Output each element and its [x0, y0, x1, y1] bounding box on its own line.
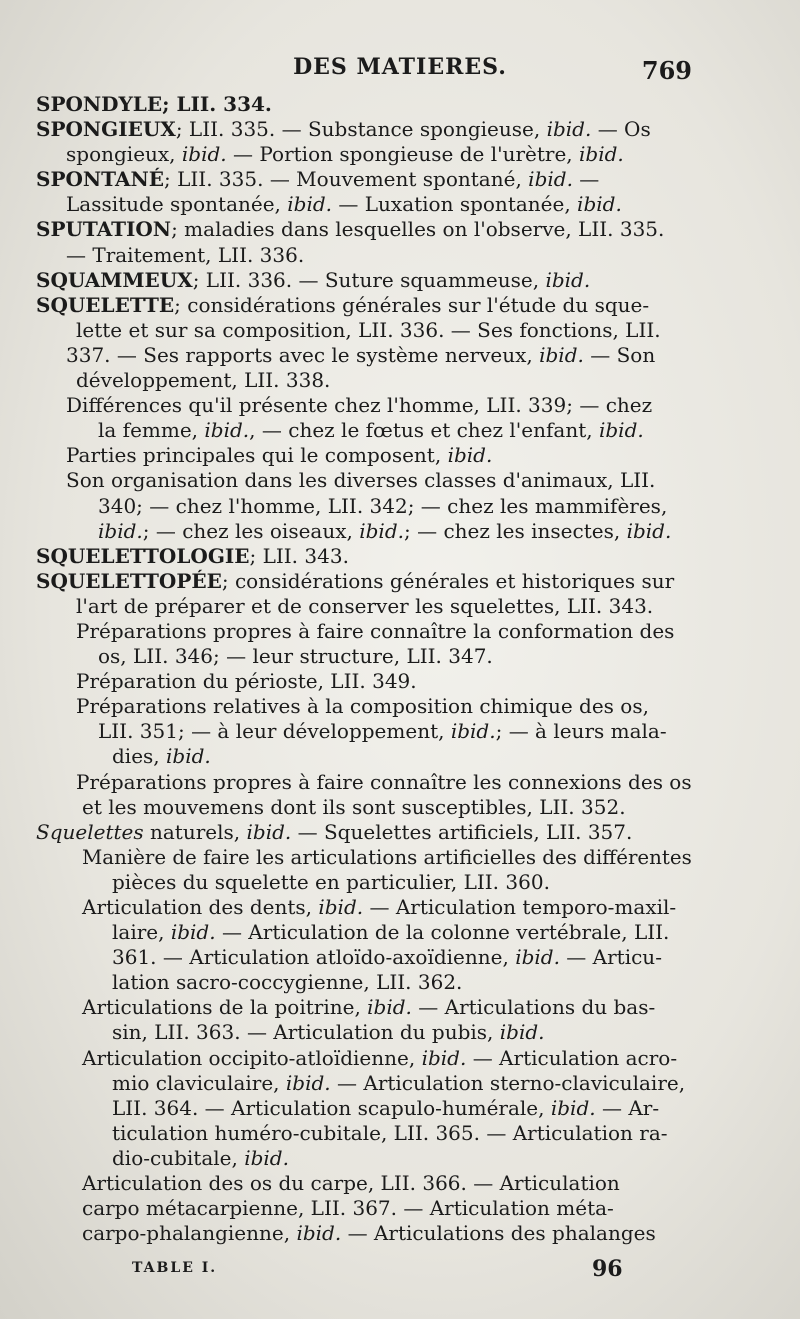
entry-text: ; LII. 336. — Suture squammeuse,	[192, 267, 546, 292]
italic-text: ibid.	[244, 1145, 289, 1170]
entry-text: Préparations relatives à la composition chimique des os,	[76, 694, 649, 719]
index-line	[66, 343, 692, 368]
index-line	[112, 1071, 692, 1096]
index-line	[76, 318, 692, 343]
index-line	[66, 142, 692, 167]
index-line	[112, 970, 692, 995]
entry-text: dio-cubitale,	[112, 1145, 245, 1170]
entry-text: ; considérations générales sur l'étude du sque-	[174, 292, 650, 317]
entry-headword: SPONTANÉ	[36, 167, 165, 192]
page-number: 769	[641, 56, 692, 85]
italic-text: ibid.	[296, 1221, 342, 1246]
italic-text: ibid.	[579, 142, 624, 167]
entry-text: ticulation huméro-cubitale, LII. 365. — Articulation ra-	[112, 1120, 668, 1145]
index-line	[36, 544, 692, 569]
index-line	[82, 995, 692, 1020]
italic-text: ibid.	[545, 267, 591, 292]
index-line	[82, 895, 692, 920]
entry-headword: SQUAMMEUX	[36, 267, 193, 292]
index-line	[112, 1146, 692, 1171]
index-line	[76, 619, 692, 644]
italic-text: ibid.	[367, 995, 412, 1020]
entry-text: la femme,	[98, 418, 205, 443]
entry-text: — Os	[591, 117, 651, 142]
italic-text: ibid.	[98, 518, 143, 543]
entry-text: Son organisation dans les diverses classes d'animaux, LII.	[66, 468, 656, 493]
entry-text: 361. — Articulation atloïdo-axoïdienne,	[112, 945, 516, 970]
italic-text: Squelettes	[36, 819, 144, 844]
page-header	[0, 54, 800, 88]
index-line	[112, 1121, 692, 1146]
index-line	[66, 393, 692, 418]
entry-text: Préparations propres à faire connaître la conformation des	[76, 618, 675, 643]
index-line	[98, 644, 692, 669]
entry-text: — Articulation acro-	[466, 1045, 678, 1070]
entry-text: — Portion spongieuse de l'urètre,	[226, 142, 580, 167]
entry-headword: SQUELETTOLOGIE	[36, 543, 250, 568]
index-line	[36, 268, 692, 293]
index-line	[112, 870, 692, 895]
index-line	[98, 494, 692, 519]
italic-text: ibid.	[528, 167, 573, 192]
index-line	[36, 167, 692, 192]
entry-text: ; LII. 343.	[249, 543, 349, 568]
italic-text: ibid.	[246, 819, 292, 844]
index-line	[82, 1196, 692, 1221]
entry-text: spongieux,	[66, 142, 182, 167]
entry-text: mio claviculaire,	[112, 1070, 286, 1095]
entry-text: Différences qu'il présente chez l'homme, LII. 339; — chez	[66, 393, 653, 418]
index-line	[98, 418, 692, 443]
index-line	[76, 669, 692, 694]
italic-text: ibid.	[577, 192, 622, 217]
index-line	[76, 594, 692, 619]
entry-text: , — chez le fœtus et chez l'enfant,	[249, 418, 599, 443]
italic-text: ibid.	[204, 418, 250, 443]
entry-text: Articulation des dents,	[82, 895, 319, 919]
entry-headword: SPUTATION	[36, 217, 172, 242]
entry-text: 337. — Ses rapports avec le système nerveux,	[66, 342, 540, 367]
entry-text: LII. 351; — à leur développement,	[98, 719, 451, 744]
italic-text: ibid.	[285, 1070, 331, 1095]
index-line	[36, 293, 692, 318]
entry-text: ; LII. 335. — Substance spongieuse,	[175, 117, 547, 142]
index-line	[82, 1046, 692, 1071]
index-line	[112, 1020, 692, 1045]
entry-text: ; — chez les insectes,	[404, 518, 627, 543]
index-line	[82, 1221, 692, 1246]
index-line	[98, 519, 692, 544]
entry-text: Articulation des os du carpe, LII. 366. — Articulation	[82, 1171, 620, 1196]
entry-text: Préparation du périoste, LII. 349.	[76, 669, 417, 694]
entry-text: LII. 364. — Articulation scapulo-humérale,	[112, 1095, 551, 1120]
entry-text: Parties principales qui le composent,	[66, 443, 448, 468]
index-line	[36, 820, 692, 845]
index-line	[36, 569, 692, 594]
italic-text: ibid.	[550, 1095, 596, 1120]
entry-text: l'art de préparer et de conserver les squelettes, LII. 343.	[76, 593, 654, 618]
entry-text: dies,	[112, 744, 167, 769]
entry-text: lation sacro-coccygienne, LII. 362.	[112, 970, 463, 995]
entry-text: carpo métacarpienne, LII. 367. — Articulation méta-	[82, 1196, 614, 1221]
index-line	[66, 443, 692, 468]
italic-text: ibid.	[359, 518, 404, 543]
entry-text: — Ar-	[595, 1095, 660, 1120]
entry-text: — Son	[583, 342, 656, 367]
entry-text: ; LII. 335. — Mouvement spontané,	[164, 167, 529, 192]
index-line	[36, 117, 692, 142]
page-footer	[0, 1256, 800, 1286]
index-line	[76, 770, 692, 795]
italic-text: ibid.	[450, 719, 496, 744]
entry-text: — Traitement, LII. 336.	[66, 242, 305, 267]
entry-text: — Articulation sterno-claviculaire,	[330, 1070, 686, 1095]
entry-headword: SPONDYLE; LII. 334.	[36, 92, 272, 116]
index-line	[66, 192, 692, 217]
index-line	[112, 945, 692, 970]
entry-text: 340; — chez l'homme, LII. 342; — chez les mammifères,	[98, 493, 668, 518]
entry-text: ; — chez les oiseaux,	[142, 518, 360, 543]
entry-text: — Articulations du bas-	[411, 995, 656, 1020]
entry-text: pièces du squelette en particulier, LII. 360.	[112, 869, 550, 894]
index-line	[36, 217, 692, 242]
entry-text: Lassitude spontanée,	[66, 192, 288, 217]
index-line	[82, 844, 692, 870]
entry-text: laire,	[112, 920, 171, 945]
italic-text: ibid.	[170, 920, 216, 945]
italic-text: ibid.	[499, 1020, 545, 1045]
entry-text: ; maladies dans lesquelles on l'observe, LII. 335.	[171, 217, 665, 242]
entry-headword: SQUELETTE	[36, 292, 175, 317]
sheet-number: 96	[592, 1256, 623, 1282]
index-line	[112, 1096, 692, 1121]
entry-text: carpo-phalangienne,	[82, 1221, 297, 1246]
entry-headword: SQUELETTOPÉE	[36, 568, 222, 593]
entry-text: et les mouvemens dont ils sont susceptibles, LII. 352.	[82, 794, 626, 819]
entry-text: os, LII. 346; — leur structure, LII. 347.	[98, 644, 493, 669]
entry-text: naturels,	[143, 819, 247, 844]
index-line	[98, 719, 692, 744]
entry-text: Manière de faire les articulations artificielles des différentes	[82, 844, 692, 869]
index-line	[76, 694, 692, 719]
running-head: DES MATIERES.	[293, 54, 507, 80]
entry-text: lette et sur sa composition, LII. 336. — Ses fonctions, LII.	[76, 317, 661, 342]
index-line	[76, 368, 692, 393]
italic-text: ibid.	[546, 117, 592, 142]
italic-text: ibid.	[515, 945, 560, 970]
index-line	[66, 243, 692, 268]
index-line	[82, 1171, 692, 1196]
italic-text: ibid.	[626, 518, 672, 543]
italic-text: ibid.	[318, 895, 364, 919]
entry-text: Articulation occipito-atloïdienne,	[82, 1045, 422, 1070]
entry-text: — Luxation spontanée,	[332, 192, 578, 217]
italic-text: ibid.	[287, 192, 333, 217]
index-entries	[0, 92, 800, 1246]
entry-text: ; considérations générales et historiques sur	[221, 568, 675, 593]
entry-text: —	[572, 167, 600, 192]
entry-text: ; — à leurs mala-	[495, 719, 667, 744]
italic-text: ibid.	[447, 443, 493, 468]
entry-text: — Squelettes artificiels, LII. 357.	[291, 819, 633, 844]
entry-text: — Articulations des phalanges	[341, 1221, 656, 1246]
entry-text: — Articulation de la colonne vertébrale, LII.	[215, 920, 670, 945]
index-line	[66, 468, 692, 493]
index-line	[36, 92, 692, 117]
italic-text: ibid.	[421, 1045, 467, 1070]
entry-headword: SPONGIEUX	[36, 117, 176, 142]
entry-text: — Articulation temporo-maxil-	[363, 895, 677, 919]
italic-text: ibid.	[539, 342, 584, 367]
italic-text: ibid.	[598, 418, 644, 443]
italic-text: ibid.	[166, 744, 211, 769]
entry-text: — Articu-	[559, 945, 662, 970]
entry-text: Articulations de la poitrine,	[82, 995, 368, 1020]
index-line	[82, 795, 692, 820]
signature-mark: TABLE I.	[132, 1260, 218, 1276]
entry-text: Préparations propres à faire connaître les connexions des os	[76, 769, 692, 794]
entry-text: sin, LII. 363. — Articulation du pubis,	[112, 1020, 500, 1045]
entry-text: développement, LII. 338.	[76, 368, 331, 393]
italic-text: ibid.	[181, 142, 227, 167]
index-line	[112, 920, 692, 945]
index-line	[112, 744, 692, 769]
